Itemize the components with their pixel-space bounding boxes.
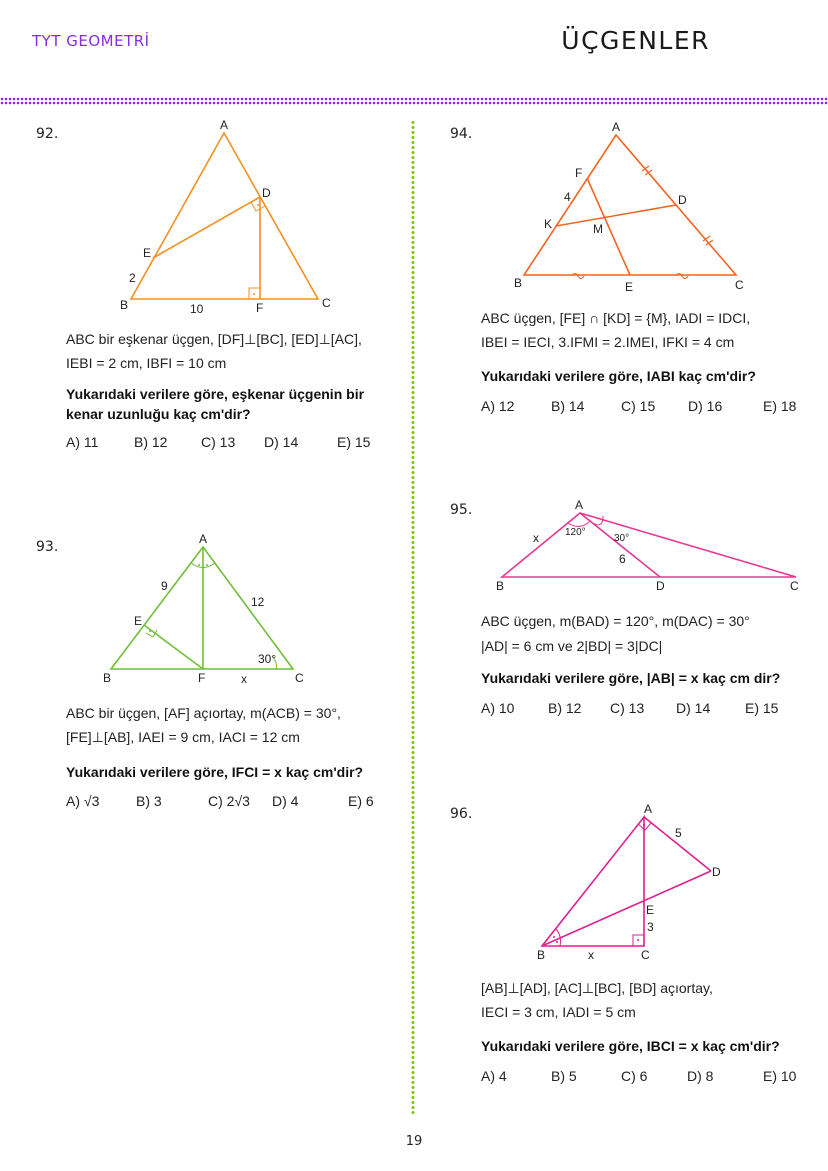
q95-option-d[interactable]: D) 14 [676, 700, 711, 716]
q94-triangle [524, 135, 736, 275]
q96-options [481, 1068, 796, 1084]
q95-option-a[interactable]: A) 10 [481, 700, 515, 716]
q93-perp-fe [144, 625, 203, 669]
q93-label-angle: 30° [258, 652, 277, 666]
q92-triangle [131, 133, 318, 299]
q94-number: 94. [450, 126, 473, 142]
q93-number: 93. [36, 539, 59, 555]
q96-label-e: E [646, 903, 655, 917]
q96-option-d[interactable]: D) 8 [687, 1068, 714, 1084]
q94-given-line2: IBEI = IECI, 3.IFMI = 2.IMEI, IFKI = 4 cm [481, 334, 735, 350]
q92-option-e[interactable]: E) 15 [337, 434, 371, 450]
q96-label-b: B [537, 948, 546, 962]
q93-given-line1: ABC bir üçgen, [AF] açıortay, m(ACB) = 30°, [66, 705, 341, 721]
q94-label-e: E [625, 280, 634, 294]
q96-dot-c [637, 939, 639, 941]
q93-dot-a2 [206, 564, 208, 566]
q92-option-b[interactable]: B) 12 [134, 434, 168, 450]
q92-label-e: E [143, 246, 152, 260]
q94-option-b[interactable]: B) 14 [551, 398, 585, 414]
q92-label-eb: 2 [129, 271, 136, 285]
q95-label-ad: 6 [619, 552, 626, 566]
q96-option-a[interactable]: A) 4 [481, 1068, 507, 1084]
q96-label-ec: 3 [647, 920, 654, 934]
q95-label-d: D [656, 579, 665, 593]
q95-angle-arc-bad [568, 521, 590, 527]
q93-label-e: E [134, 614, 143, 628]
q95-label-c: C [790, 579, 799, 593]
q95-figure [420, 495, 820, 600]
q92-label-b: B [120, 298, 129, 312]
q93-option-b[interactable]: B) 3 [136, 793, 162, 809]
q94-label-b: B [514, 276, 523, 290]
q95-question: Yukarıdaki verilere göre, |AB| = x kaç cm dir? [481, 670, 781, 686]
q92-label-d: D [262, 186, 271, 200]
q93-given-line2: [FE]⊥[AB], IAEI = 9 cm, IACI = 12 cm [66, 729, 300, 745]
q93-option-e[interactable]: E) 6 [348, 793, 374, 809]
q94-label-fk: 4 [564, 190, 571, 204]
q96-label-d: D [712, 865, 721, 879]
q92-given-line1: ABC bir eşkenar üçgen, [DF]⊥[BC], [ED]⊥[AC], [66, 331, 362, 347]
q92-option-c[interactable]: C) 13 [201, 434, 236, 450]
q95-options [481, 700, 778, 716]
q93-option-d[interactable]: D) 4 [272, 793, 299, 809]
q94-option-a[interactable]: A) 12 [481, 398, 515, 414]
q96-label-ad: 5 [675, 826, 682, 840]
q96-given-line1: [AB]⊥[AD], [AC]⊥[BC], [BD] açıortay, [481, 980, 713, 996]
q94-given-line1: ABC üçgen, [FE] ∩ [KD] = {M}, IADI = IDCI, [481, 310, 751, 326]
q96-dot-b2 [556, 941, 558, 943]
q93-question: Yukarıdaki verilere göre, IFCI = x kaç cm'dir? [66, 764, 364, 780]
q95-label-a: A [575, 498, 584, 512]
q92-label-f: F [256, 301, 264, 315]
q92-dot-d [257, 204, 259, 206]
q95-label-b: B [496, 579, 505, 593]
q92-segment-ed [153, 197, 260, 258]
q92-label-a: A [220, 118, 229, 132]
q95-option-c[interactable]: C) 13 [610, 700, 645, 716]
q92-given-line2: IEBI = 2 cm, IBFI = 10 cm [66, 355, 227, 371]
q94-label-a: A [612, 120, 621, 134]
q94-label-f: F [575, 166, 583, 180]
q94-question: Yukarıdaki verilere göre, IABI kaç cm'dir? [481, 368, 756, 384]
q95-segment-ad [580, 513, 660, 577]
q96-number: 96. [450, 806, 473, 822]
q92-dot-f [253, 293, 255, 295]
q96-segment-bd [542, 871, 711, 946]
q93-figure [0, 525, 400, 690]
q93-options [66, 793, 374, 809]
q96-triangle-abc [542, 817, 644, 946]
q96-figure [420, 795, 820, 970]
q96-dot-a [643, 824, 645, 826]
q94-label-k: K [544, 217, 553, 231]
page-number: 19 [405, 1134, 423, 1149]
q93-dot-a1 [198, 564, 200, 566]
q95-label-angle-120: 120° [565, 527, 586, 538]
q93-option-a[interactable]: A) √3 [66, 793, 100, 809]
q92-option-d[interactable]: D) 14 [264, 434, 299, 450]
q94-option-d[interactable]: D) 16 [688, 398, 723, 414]
q92-options [66, 434, 370, 450]
q94-segment-kd [556, 205, 676, 226]
q92-right-angle-d [251, 202, 265, 211]
header-dotted-divider [0, 97, 828, 105]
q95-label-x: x [533, 531, 539, 545]
q92-label-bf: 10 [190, 302, 204, 316]
q93-label-f: F [198, 671, 206, 685]
q92-label-c: C [322, 296, 331, 310]
q93-label-ac: 12 [251, 595, 265, 609]
q92-number: 92. [36, 126, 59, 142]
q96-given-line2: IECI = 3 cm, IADI = 5 cm [481, 1004, 636, 1020]
q96-label-x: x [588, 948, 594, 962]
q96-question: Yukarıdaki verilere göre, IBCI = x kaç cm'dir? [481, 1038, 780, 1054]
q93-label-a: A [199, 532, 208, 546]
q96-option-c[interactable]: C) 6 [621, 1068, 648, 1084]
subject-title: TYT GEOMETRİ [32, 32, 150, 50]
q95-option-e[interactable]: E) 15 [745, 700, 779, 716]
q92-option-a[interactable]: A) 11 [66, 434, 99, 450]
q93-label-ae: 9 [161, 579, 168, 593]
q94-label-d: D [678, 193, 687, 207]
q93-triangle [111, 547, 293, 669]
q94-option-e[interactable]: E) 18 [763, 398, 797, 414]
q95-label-angle-30: 30° [614, 533, 630, 544]
q94-label-c: C [735, 278, 744, 292]
column-dotted-divider [411, 120, 415, 1115]
chapter-title: ÜÇGENLER [561, 26, 710, 55]
q93-label-b: B [103, 671, 112, 685]
q96-label-c: C [641, 948, 650, 962]
q96-label-a: A [644, 802, 653, 816]
q95-number: 95. [450, 502, 473, 518]
q94-options [481, 398, 796, 414]
q96-angle-arc-b [556, 929, 561, 946]
q95-given-line1: ABC üçgen, m(BAD) = 120°, m(DAC) = 30° [481, 613, 750, 629]
q95-option-b[interactable]: B) 12 [548, 700, 582, 716]
q96-option-e[interactable]: E) 10 [763, 1068, 797, 1084]
q93-label-x: x [241, 672, 247, 686]
q94-label-m: M [593, 222, 603, 236]
q92-question: Yukarıdaki verilere göre, eşkenar üçgenin bir kenar uzunluğu kaç cm'dir? [66, 386, 365, 422]
q92-figure [0, 115, 400, 320]
q93-option-c[interactable]: C) 2√3 [208, 793, 250, 809]
q94-figure [420, 115, 820, 295]
q96-dot-b1 [553, 936, 555, 938]
q94-option-c[interactable]: C) 15 [621, 398, 656, 414]
q93-label-c: C [295, 671, 304, 685]
q95-given-line2: |AD| = 6 cm ve 2|BD| = 3|DC| [481, 638, 663, 654]
q93-dot-e [149, 630, 151, 632]
q96-option-b[interactable]: B) 5 [551, 1068, 577, 1084]
